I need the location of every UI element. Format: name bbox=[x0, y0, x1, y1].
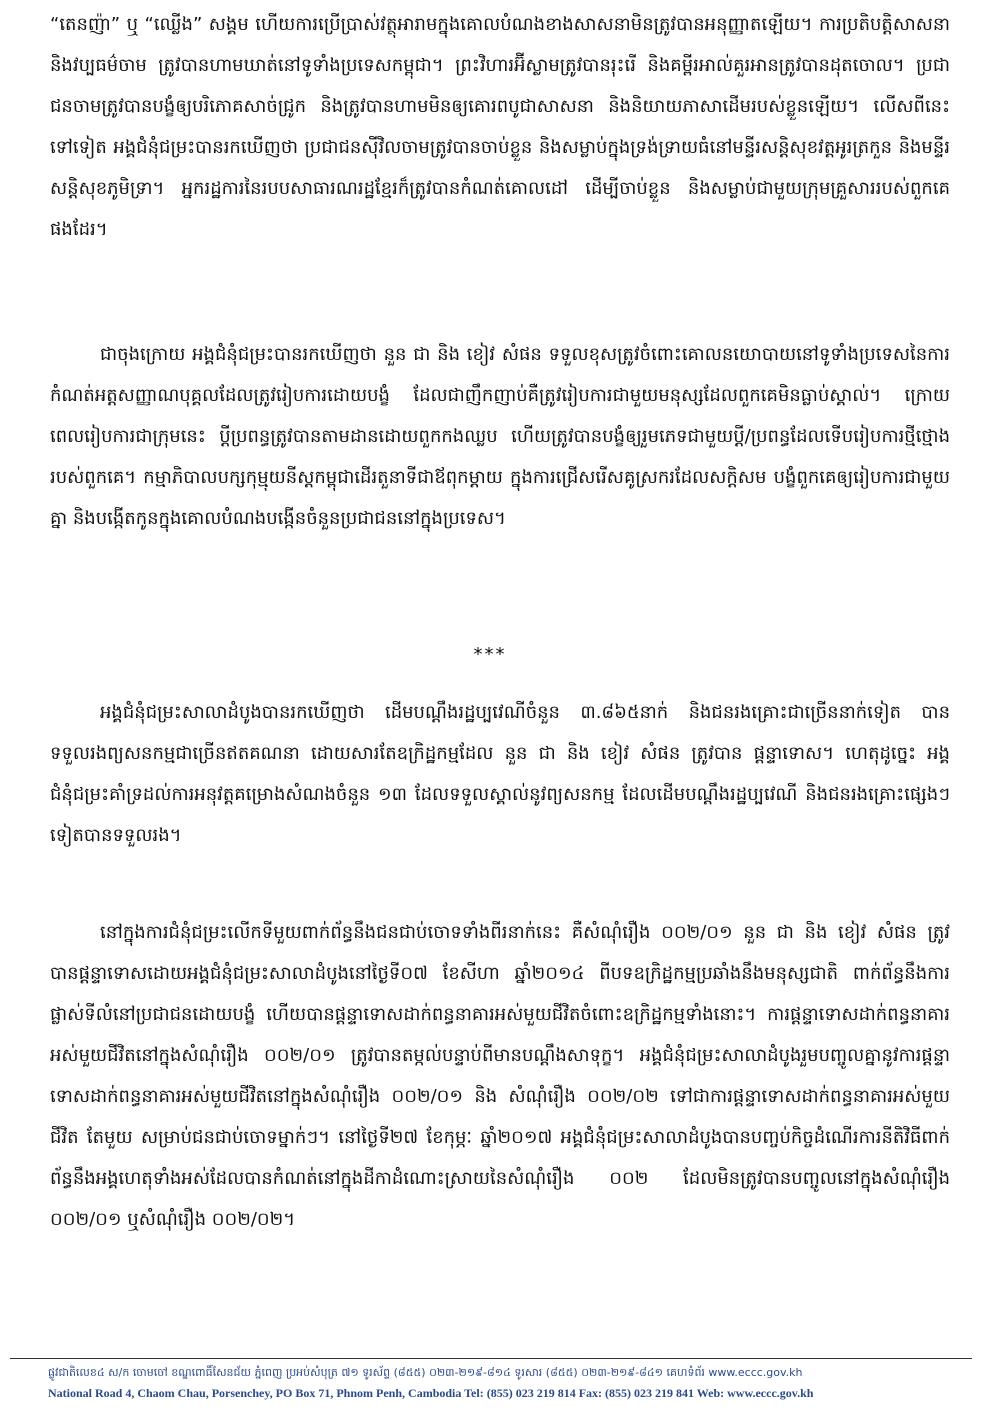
paragraph-case-002-01: នៅក្នុងការជំនុំជម្រះលើកទីមួយពាក់ព័ន្ធនឹងជនជាប់ចោទទាំងពីរនាក់នេះ គឺសំណុំរឿង ០០២/០១ នួន ជា និង ខៀវ សំផន ត្រូវបានផ្តន្ទាទោសដោយអង្គជំនុំជម្រះសាលាដំបូងនៅថ្ងៃទី០៧ ខែសីហា ឆ្នាំ២០១៤ ពីបទឧក្រិដ្ឋកម្មប្រឆាំងនឹងមនុស្សជាតិ ពាក់ព័ន្ធនឹងការផ្លាស់ទីលំនៅប្រជាជនដោយបង្ខំ ហើយបានផ្តន្ទាទោសដាក់ពន្ធនាគារអស់មួយជីវិតចំពោះឧក្រិដ្ឋកម្មទាំងនោះ។ ការផ្តន្ទាទោសដាក់ពន្ធនាគារអស់មួយជីវិតនៅក្នុងសំណុំរឿង ០០២/០១ ត្រូវបានតម្កល់បន្ទាប់ពីមានបណ្តឹងសាទុក្ខ។ អង្គជំនុំជម្រះសាលាដំបូងរួមបញ្ចូលគ្នានូវការផ្តន្ទាទោសដាក់ពន្ធនាគារអស់មួយជីវិតនៅក្នុងសំណុំរឿង ០០២/០១ និង សំណុំរឿង ០០២/០២ ទៅជាការផ្តន្ទាទោសដាក់ពន្ធនាគារអស់មួយជីវិត តែមួយ សម្រាប់ជនជាប់ចោទម្នាក់ៗ។ នៅថ្ងៃទី២៧ ខែកុម្ភៈ ឆ្នាំ២០១៧ អង្គជំនុំជម្រះសាលាដំបូងបានបញ្ចប់កិច្ចដំណើរការនីតិវិធីពាក់ព័ន្ធនឹងអង្គហេតុទាំងអស់ដែលបានកំណត់នៅក្នុងដីកាដំណោះស្រាយនៃសំណុំរឿង ០០២ ដែលមិនត្រូវបានបញ្ចូលនៅក្នុងសំណុំរឿង ០០២/០១ ឬសំណុំរឿង ០០២/០២។ bbox=[50, 922, 950, 1230]
paragraph-forced-marriage: ជាចុងក្រោយ អង្គជំនុំជម្រះបានរកឃើញថា នួន ជា និង ខៀវ សំផន ទទួលខុសត្រូវចំពោះគោលនយោបាយនៅទូទាំងប្រទេសនៃការកំណត់អត្តសញ្ញាណបុគ្គលដែលត្រូវរៀបការដោយបង្ខំ ដែលជាញឹកញាប់គឺត្រូវរៀបការជាមួយមនុស្សដែលពួកគេមិនធ្លាប់ស្គាល់។ ក្រោយពេលរៀបការជាក្រុមនេះ ប្ដីប្រពន្ធត្រូវបានតាមដានដោយពួកកងឈ្លប ហើយត្រូវបានបង្ខំឲ្យរួមភេទជាមួយប្ដី/ប្រពន្ធដែលទើបរៀបការថ្មីថ្មោងរបស់ពួកគេ។ កម្មាភិបាលបក្សកុម្មុយនីស្តកម្ពុជាដើរតួនាទីជាឪពុកម្តាយ ក្នុងការជ្រើសរើសគូស្រករដែលសក្តិសម បង្ខំពួកគេឲ្យរៀបការជាមួយគ្នា និងបង្កើតកូនក្នុងគោលបំណងបង្កើនចំនួនប្រជាជននៅក្នុងប្រទេស។ bbox=[50, 344, 950, 529]
footer-address-english: National Road 4, Chaom Chau, Porsenchey, PO Box 71, Phnom Penh, Cambodia Tel: (855) 023 219 814 Fax: (855) 023 219 841 Web: www.eccc.gov.kh bbox=[48, 1386, 814, 1400]
footer-address-khmer: ផ្លូវជាតិលេខ៤ ស/ក ចោមចៅ ខណ្ឌពោធិ៍សែនជ័យ ភ្នំពេញ ប្រអប់សំបុត្រ ៧១ ទូរស័ព្ទ (៨៥៥) ០២៣-២១៩-៨១៤ ទូរសារ (៨៥៥) ០២៣-២១៩-៨៤១ គេហទំព័រ www.eccc.gov.kh bbox=[48, 1366, 803, 1379]
paragraph-reparations: អង្គជំនុំជម្រះសាលាដំបូងបានរកឃើញថា ដើមបណ្តឹងរដ្ឋប្បវេណីចំនួន ៣.៨៦៥នាក់ និងជនរងគ្រោះជាច្រើននាក់ទៀត បានទទួលរងព្យសនកម្មជាច្រើនឥតគណនា ដោយសារតែឧក្រិដ្ឋកម្មដែល នួន ជា និង ខៀវ សំផន ត្រូវបាន ផ្តន្ទាទោស។ ហេតុដូច្នេះ អង្គជំនុំជម្រះគាំទ្រដល់ការអនុវត្តគម្រោងសំណងចំនួន ១៣ ដែលទទួលស្គាល់នូវព្យសនកម្ម ដែលដើមបណ្តឹងរដ្ឋប្បវេណី និងជនរងគ្រោះផ្សេងៗទៀតបានទទួលរង។ bbox=[50, 702, 950, 846]
section-separator: *** bbox=[473, 644, 507, 665]
footer-divider bbox=[10, 1358, 972, 1359]
paragraph-cham-persecution: “តេនញ៉ា” ឬ “ឈ្លើង” សង្គម ហើយការប្រើប្រាស់វត្ថុអារាមក្នុងគោលបំណងខាងសាសនាមិនត្រូវបានអនុញ្ញាតឡើយ។ ការប្រតិបត្តិសាសនា និងវប្បធម៌ចាម ត្រូវបានហាមឃាត់នៅទូទាំងប្រទេសកម្ពុជា។ ព្រះវិហារអ៊ីស្លាមត្រូវបានរុះរើ និងគម្ពីរអាល់គួរអានត្រូវបានដុតចោល។ ប្រជាជនចាមត្រូវបានបង្ខំឲ្យបរិភោគសាច់ជ្រូក និងត្រូវបានហាមមិនឲ្យគោរពបូជាសាសនា និងនិយាយភាសាដើមរបស់ខ្លួនឡើយ។ លើសពីនេះទៅទៀត អង្គជំនុំជម្រះបានរកឃើញថា ប្រជាជនស៊ីវិលចាមត្រូវបានចាប់ខ្លួន និងសម្លាប់ក្នុងទ្រង់ទ្រាយធំនៅមន្ទីរសន្តិសុខវត្តអូរត្រកួន និងមន្ទីរសន្តិសុខភូមិទ្រា។ អ្នករដ្ឋការនៃរបបសាធារណរដ្ឋខ្មែរក៏ត្រូវបានកំណត់គោលដៅ ដើម្បីចាប់ខ្លួន និងសម្លាប់ជាមួយក្រុមគ្រួសាររបស់ពួកគេផងដែរ។ bbox=[50, 14, 950, 240]
